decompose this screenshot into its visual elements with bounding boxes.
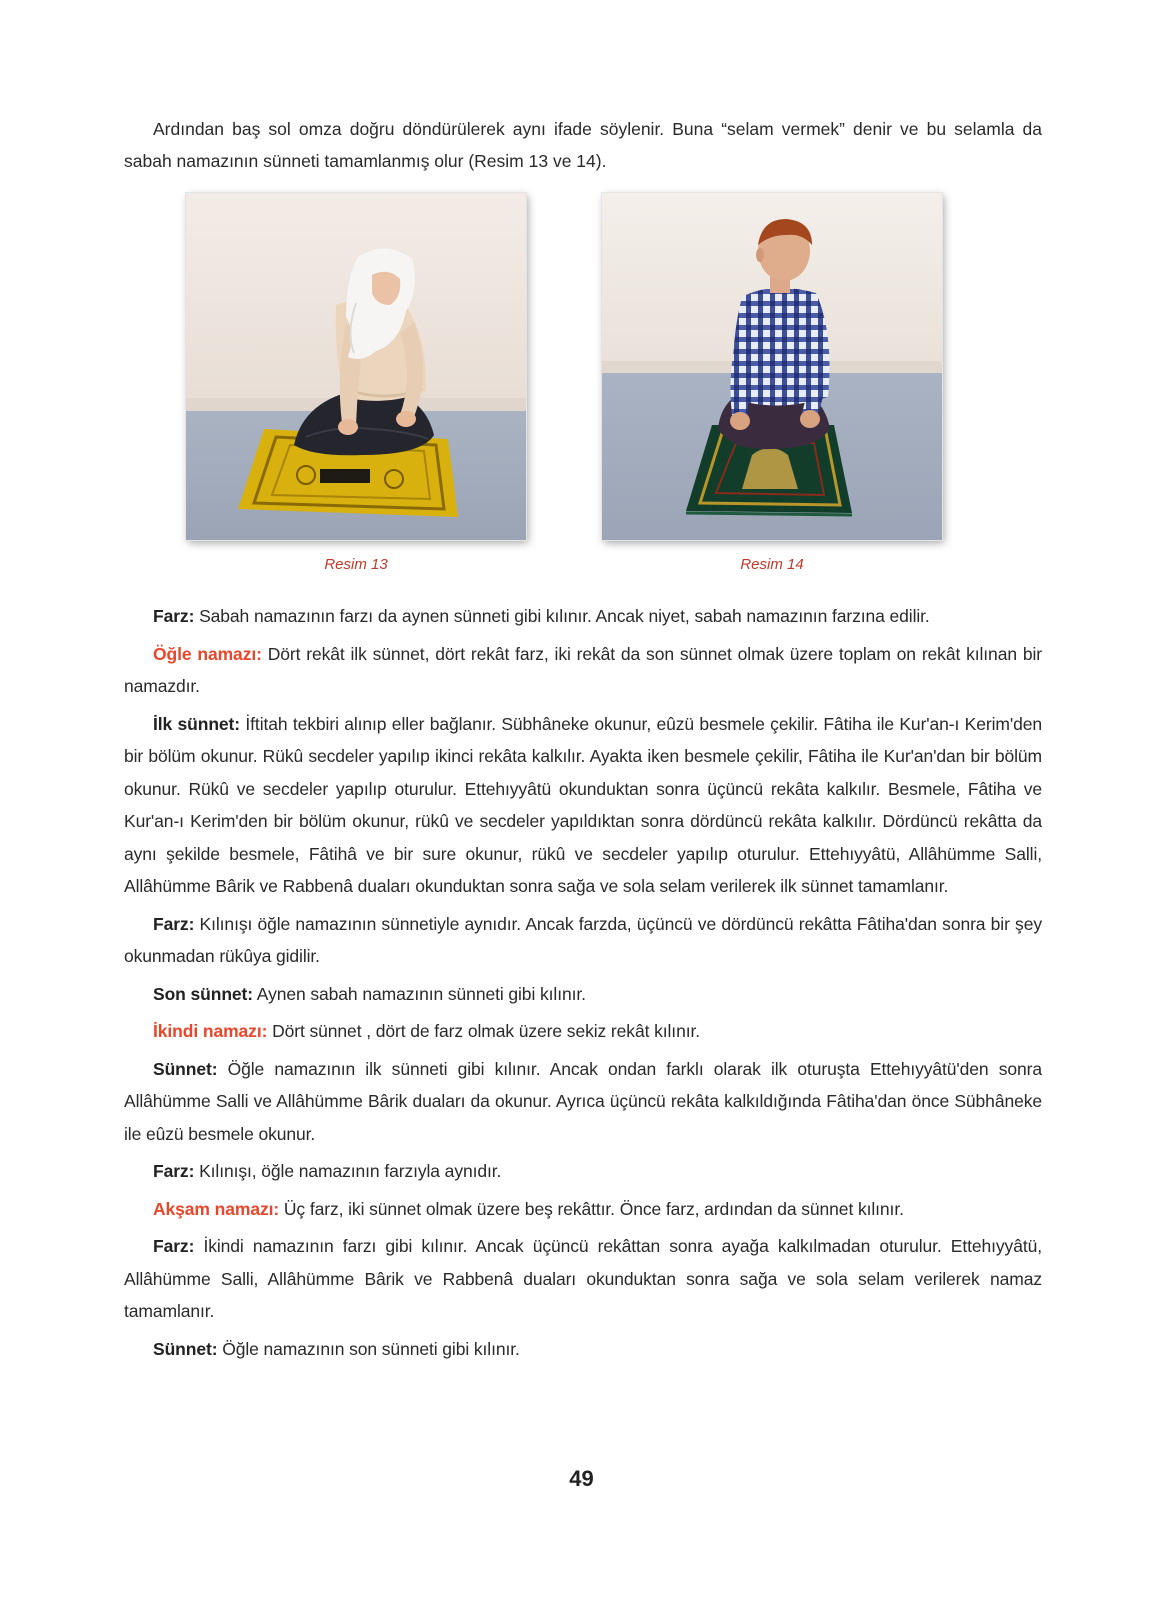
paragraph-text: Aynen sabah namazının sünneti gibi kılınır. xyxy=(253,983,586,1004)
subsection-label: Farz: xyxy=(153,913,195,934)
paragraph-text: Üç farz, iki sünnet olmak üzere beş rekâttır. Önce farz, ardından da sünnet kılınır. xyxy=(279,1198,904,1219)
paragraph xyxy=(124,600,1042,633)
paragraph-text: Sabah namazının farzı da aynen sünneti gibi kılınır. Ancak niyet, sabah namazının farzına edilir. xyxy=(194,606,930,626)
subsection-label: Sünnet: xyxy=(153,1338,218,1359)
figure-caption: Resim 14 xyxy=(740,556,804,573)
subsection-label: İlk sünnet: xyxy=(153,713,241,734)
paragraph-text: Öğle namazının ilk sünneti gibi kılınır. Ancak ondan farklı olarak ilk oturuşta Ettehıyyâtü'den sonra Allâhümme Salli ve Allâhümme Bârik duaları da okunur. Ayrıca üçüncü rekâta kalkıldığında Fâtiha'dan önce Sübhâneke ile eûzü besmele okunur. xyxy=(124,1058,1042,1144)
paragraph-text: Kılınışı, öğle namazının farzıyla aynıdır. xyxy=(194,1161,502,1181)
paragraph xyxy=(124,978,1042,1011)
woman-praying-illustration xyxy=(186,193,526,540)
paragraph xyxy=(124,1155,1042,1188)
paragraph xyxy=(124,1193,1042,1226)
paragraph-text: Öğle namazının son sünneti gibi kılınır. xyxy=(217,1338,520,1359)
section-heading: Öğle namazı: xyxy=(153,643,262,664)
paragraph xyxy=(124,1333,1042,1366)
intro-paragraph: Ardından baş sol omza doğru döndürülerek aynı ifade söylenir. Buna “selam vermek” denir ve bu selamla da sabah namazının sünneti tamamlanmış olur (Resim 13 ve 14). xyxy=(124,119,1042,171)
body-text xyxy=(124,600,1042,1365)
paragraph xyxy=(124,1230,1042,1328)
paragraph xyxy=(124,1015,1042,1048)
section-heading: Akşam namazı: xyxy=(153,1198,280,1219)
paragraph-text: Dört rekât ilk sünnet, dört rekât farz, iki rekât da son sünnet olmak üzere toplam on rekât kılınan bir namazdır. xyxy=(124,643,1042,696)
paragraph-text: Kılınışı öğle namazının sünnetiyle aynıdır. Ancak farzda, üçüncü ve dördüncü rekâtta Fâtiha'dan sonra bir şey okunmadan rükûya gidilir. xyxy=(124,913,1042,966)
subsection-label: Farz: xyxy=(153,1161,195,1181)
subsection-label: Son sünnet: xyxy=(153,983,254,1004)
subsection-label: Farz: xyxy=(153,606,195,626)
boy-praying-illustration xyxy=(602,193,942,540)
figure-resim-13 xyxy=(186,193,526,540)
figure-resim-14 xyxy=(602,193,942,540)
subsection-label: Farz: xyxy=(153,1236,195,1256)
section-heading: İkindi namazı: xyxy=(153,1021,268,1041)
paragraph xyxy=(124,638,1042,703)
paragraph xyxy=(124,708,1042,903)
paragraph-text: Dört sünnet , dört de farz olmak üzere sekiz rekât kılınır. xyxy=(267,1021,700,1041)
subsection-label: Sünnet: xyxy=(153,1058,218,1079)
paragraph xyxy=(124,908,1042,973)
paragraph-text: İftitah tekbiri alınıp eller bağlanır. Sübhâneke okunur, eûzü besmele çekilir. Fâtiha ile Kur'an-ı Kerim'den bir bölüm okunur. Rükû secdeler yapılıp ikinci rekâta kalkılır. Ayakta iken besmele çekilir, Fâtiha ile Kur'an'dan bir bölüm okunur. Rükû ve secdeler yapılıp oturulur. Ettehıyyâtü okunduktan sonra üçüncü rekâta kalkılır. Besmele, Fâtiha ve Kur'an-ı Kerim'den bir bölüm okunur, rükû ve secdeler yapıldıktan sonra dördüncü rekâta kalkılır. Dördüncü rekâtta da aynı şekilde besmele, Fâtihâ ve bir sure okunur, rükû ve secdeler yapılıp oturulur. Ettehıyyâtü, Allâhümme Salli, Allâhümme Bârik ve Rabbenâ duaları okunduktan sonra sağa ve sola selam verilerek ilk sünnet tamamlanır. xyxy=(124,713,1042,896)
page-number: 49 xyxy=(569,1466,594,1491)
paragraph-text: İkindi namazının farzı gibi kılınır. Ancak üçüncü rekâttan sonra ayağa kalkılmadan oturulur. Ettehıyyâtü, Allâhümme Salli, Allâhümme Bârik ve Rabbenâ duaları okunduktan sonra sağa ve sola selam verilerek namaz tamamlanır. xyxy=(124,1236,1042,1321)
figure-caption: Resim 13 xyxy=(324,556,388,573)
paragraph xyxy=(124,1053,1042,1151)
